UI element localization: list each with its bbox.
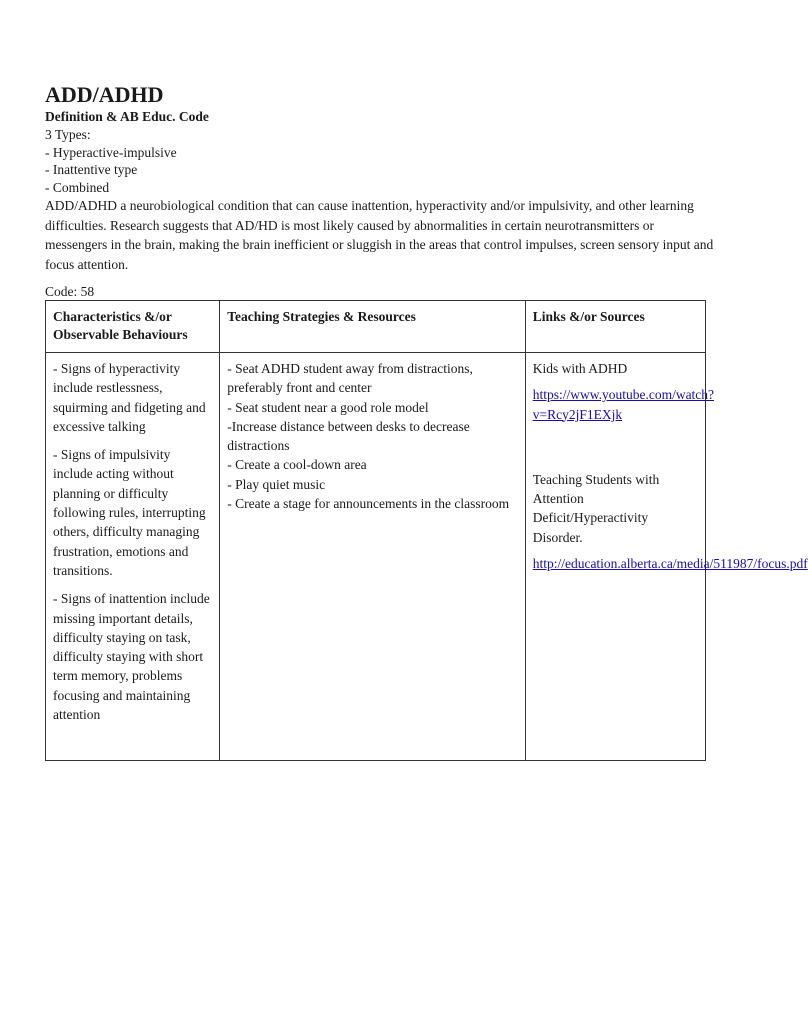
types-heading: 3 Types:	[45, 127, 91, 142]
header-strategies: Teaching Strategies & Resources	[220, 301, 525, 353]
source-link-wrap	[532, 554, 808, 573]
strategies-cell	[220, 353, 525, 761]
sources-cell	[525, 353, 808, 761]
strategy-item: -Increase distance between desks to decrease distractions	[227, 418, 470, 454]
alberta-education-link[interactable]: http://education.alberta.ca/media/511987/focus.pdf	[532, 556, 808, 572]
source-link-wrap	[532, 385, 715, 424]
type-item: - Combined	[45, 179, 110, 195]
characteristic-item: - Signs of hyperactivity include restlessness, squirming and fidgeting and excessive talking	[53, 361, 206, 434]
document-page	[45, 82, 808, 761]
header-characteristics: Characteristics &/or Observable Behaviours	[46, 301, 220, 353]
strategy-item: - Seat student near a good role model	[227, 399, 429, 415]
document-title: ADD/ADHD	[45, 82, 164, 107]
adhd-table	[45, 300, 808, 761]
characteristic-item: - Signs of inattention include missing important details, difficulty staying on task, difficulty staying with short term memory, problems focusing and maintaining attention	[53, 591, 210, 723]
characteristics-cell	[46, 353, 220, 761]
strategy-item: - Seat ADHD student away from distractions, preferably front and center	[227, 361, 473, 396]
strategy-item: - Create a stage for announcements in the classroom	[227, 496, 510, 512]
definition-paragraph: ADD/ADHD a neurobiological condition that can cause inattention, hyperactivity and/or impulsivity, and other learning difficulties. Research suggests that AD/HD is most likely caused by abnormalities in certain neurotransmitters or messengers in the brain, making the brain inefficient or sluggish in the areas that control impulses, screen sensory input and focus attention.	[45, 198, 714, 272]
document-subtitle: Definition & AB Educ. Code	[45, 109, 209, 124]
table-row	[46, 353, 706, 761]
table-header-row	[46, 301, 706, 353]
youtube-link[interactable]: https://www.youtube.com/watch?v=Rcy2jF1EXjk	[532, 387, 715, 422]
strategy-item: - Create a cool-down area	[227, 457, 367, 473]
type-item: - Hyperactive-impulsive	[45, 144, 177, 160]
spacer	[533, 431, 699, 470]
characteristic-item: - Signs of impulsivity include acting without planning or difficulty following rules, interrupting others, difficulty managing frustration, emotions and transitions.	[53, 447, 206, 578]
source-label: Kids with ADHD	[532, 361, 628, 376]
education-code: Code: 58	[45, 284, 95, 299]
header-sources: Links &/or Sources	[525, 301, 705, 353]
type-item: - Inattentive type	[45, 162, 138, 177]
source-label: Teaching Students with Attention Deficit/Hyperactivity Disorder.	[532, 471, 660, 545]
strategy-item: - Play quiet music	[227, 476, 326, 492]
